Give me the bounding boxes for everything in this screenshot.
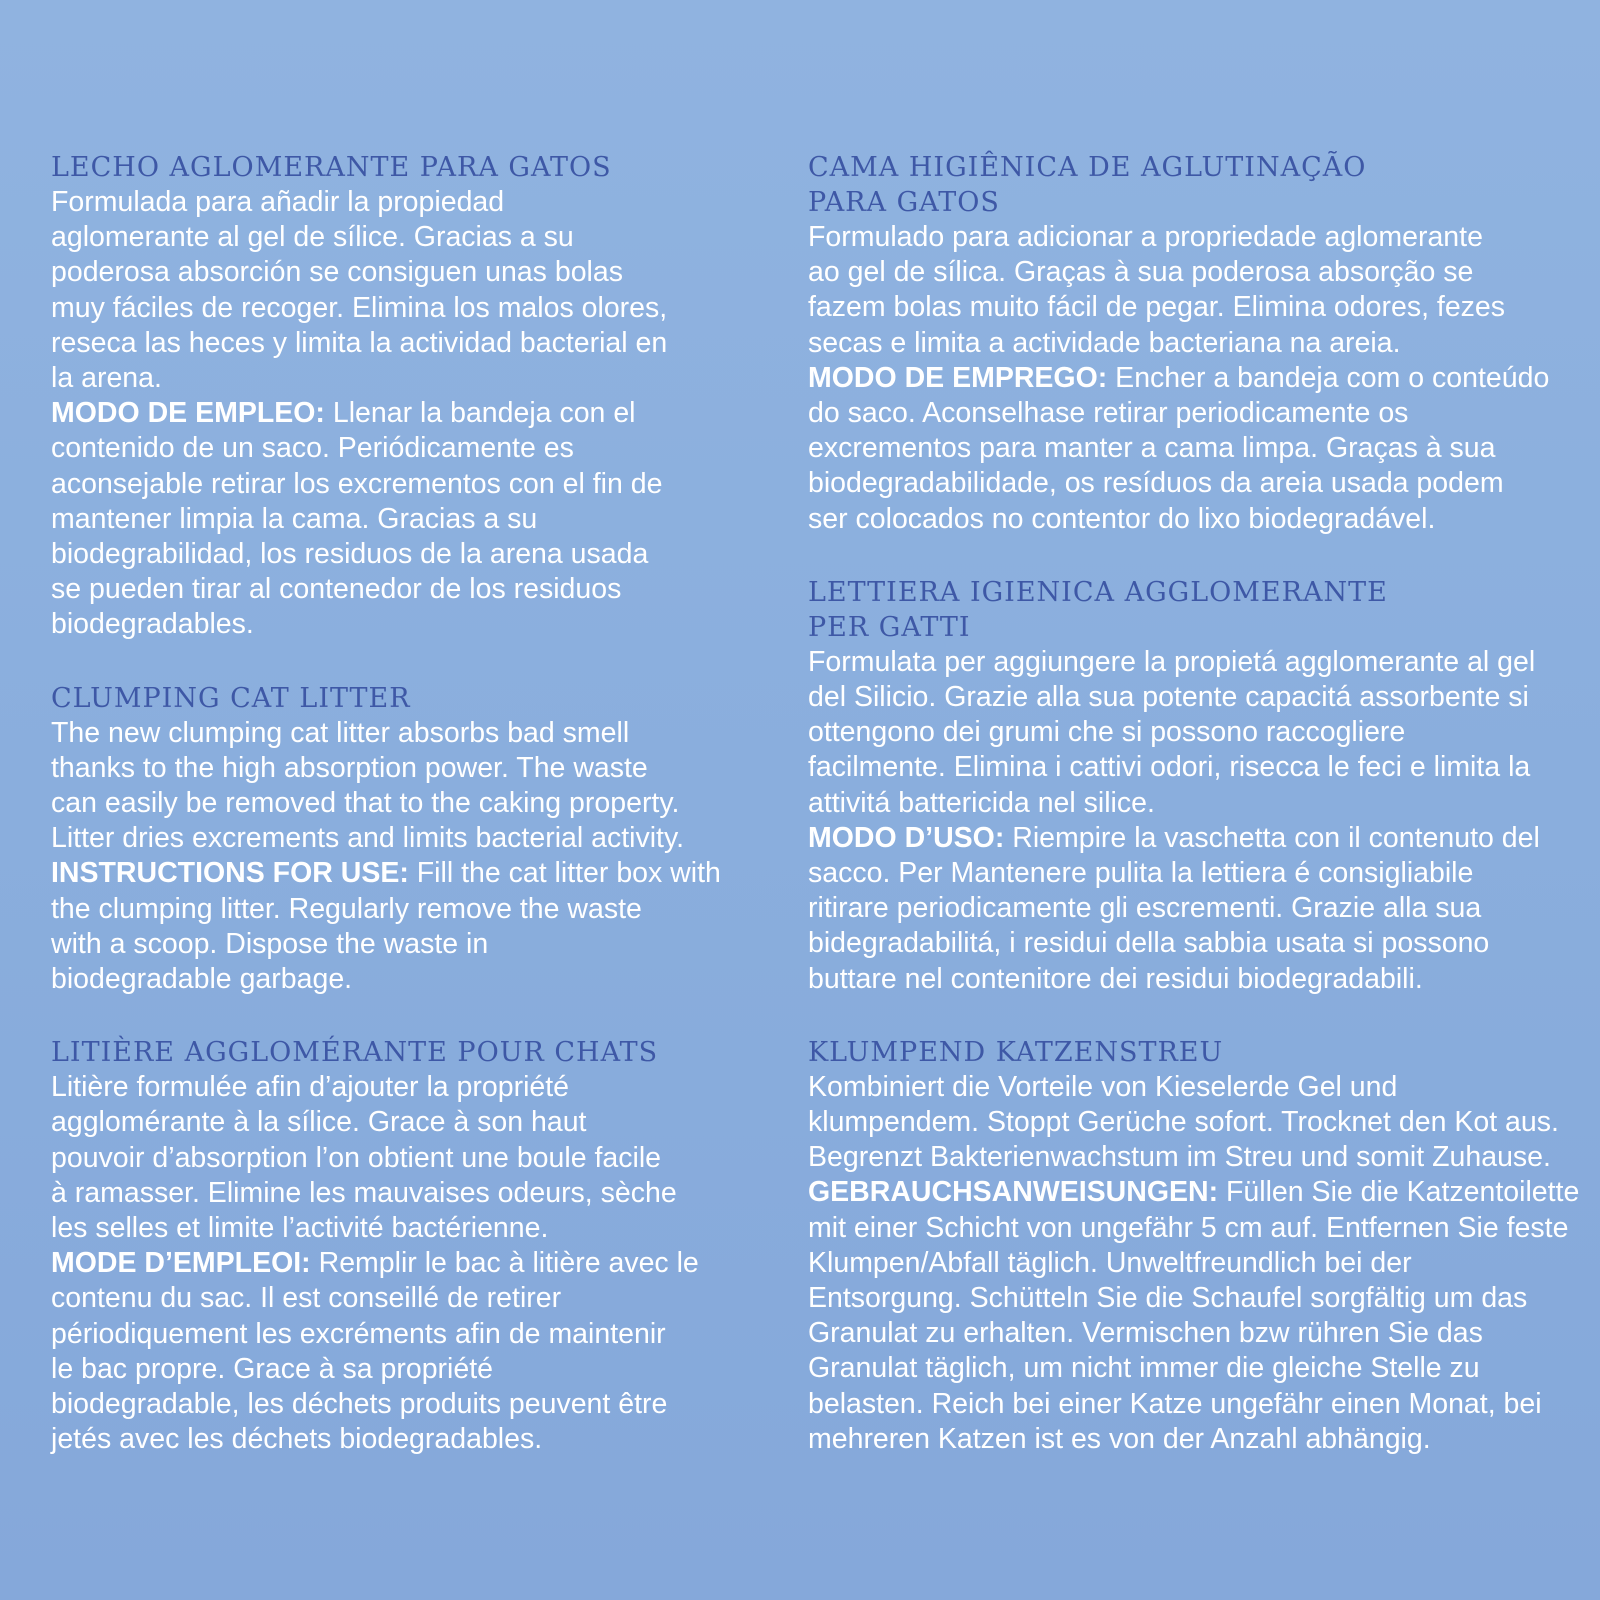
right-column	[808, 150, 1580, 1457]
instructions-line: biodegradables.	[51, 608, 254, 641]
description-line: fazem bolas muito fácil de pegar. Elimina odores, fezes	[808, 291, 1506, 324]
instructions-first-line	[51, 396, 751, 431]
instructions-line: excrementos para manter a cama limpa. Graças à sua	[808, 432, 1496, 465]
instructions-text: Llenar la bandeja con el	[324, 397, 636, 430]
section-german	[808, 1035, 1580, 1457]
description-line: del Silicio. Grazie alla sua potente capacitá assorbente si	[808, 681, 1529, 714]
description-line: Formulada para añadir la propiedad	[51, 186, 505, 218]
instructions-line: Klumpen/Abfall täglich. Unweltfreundlich bei der	[808, 1246, 1412, 1279]
instructions-text: Fill the cat litter box with	[408, 857, 721, 890]
section-title	[51, 681, 751, 716]
instructions-line: biodegradabilidade, os resíduos da areia usada podem	[808, 467, 1504, 500]
section-title-line: LETTIERA IGIENICA AGGLOMERANTE	[808, 576, 1388, 608]
instructions-label: MODO D’USO:	[808, 821, 1005, 854]
instructions-first-line	[51, 856, 751, 891]
instructions-label: MODO DE EMPREGO:	[808, 361, 1108, 394]
description-line: attivitá battericida nel silice.	[808, 786, 1155, 819]
section-body	[808, 220, 1568, 537]
description-line: à ramasser. Elimine les mauvaises odeurs, sèche	[51, 1176, 677, 1209]
description-line: klumpendem. Stoppt Gerüche sofort. Trocknet den Kot aus.	[808, 1106, 1559, 1139]
section-french	[51, 1035, 751, 1457]
description-line: Begrenzt Bakterienwachstum im Streu und somit Zuhause.	[808, 1141, 1551, 1174]
instructions-line: biodegradable, les déchets produits peuvent être	[51, 1388, 668, 1421]
section-title-line: CLUMPING CAT LITTER	[51, 682, 411, 714]
description-line: ao gel de sílica. Graças à sua poderosa absorção se	[808, 256, 1474, 289]
instructions-line: périodiquement les excréments afin de maintenir	[51, 1317, 666, 1350]
instructions-line: Granulat täglich, um nicht immer die gleiche Stelle zu	[808, 1352, 1480, 1385]
section-body	[51, 185, 751, 643]
left-column	[51, 150, 751, 1458]
section-title-line: CAMA HIGIÊNICA DE AGLUTINAÇÃO	[808, 152, 1367, 183]
section-body	[51, 716, 751, 998]
instructions-text: Riempire la vaschetta con il contenuto del	[1004, 821, 1540, 854]
section-title	[51, 1035, 751, 1070]
description-line: poderosa absorción se consiguen unas bolas	[51, 256, 623, 289]
description-line: facilmente. Elimina i cattivi odori, risecca le feci e limita la	[808, 751, 1531, 784]
description-line: ottengono dei grumi che si possono raccogliere	[808, 716, 1406, 749]
instructions-line: do saco. Aconselhase retirar periodicamente os	[808, 397, 1409, 430]
description-line: secas e limita a actividade bacteriana na areia.	[808, 326, 1401, 359]
instructions-line: jetés avec les déchets biodegradables.	[51, 1423, 543, 1456]
description-line: les selles et limite l’activité bactérienne.	[51, 1212, 549, 1245]
description-line: Kombiniert die Vorteile von Kieselerde Gel und	[808, 1070, 1398, 1103]
description-line: aglomerante al gel de sílice. Gracias a su	[51, 221, 574, 254]
description-line: agglomérante à la sílice. Grace à son haut	[51, 1106, 587, 1139]
instructions-label: INSTRUCTIONS FOR USE:	[51, 857, 409, 890]
description-line: can easily be removed that to the caking property.	[51, 787, 680, 820]
section-title-line: LITIÈRE AGGLOMÉRANTE POUR CHATS	[51, 1037, 659, 1069]
description-line: Litter dries excrements and limits bacterial activity.	[51, 822, 685, 855]
instructions-line: biodegrabilidad, los residuos de la arena usada	[51, 538, 649, 571]
description-line: The new clumping cat litter absorbs bad smell	[51, 716, 630, 749]
section-title-line: PARA GATOS	[808, 187, 1000, 218]
instructions-line: Granulat zu erhalten. Vermischen bzw rühren Sie das	[808, 1317, 1483, 1350]
instructions-line: mit einer Schicht von ungefähr 5 cm auf. Entfernen Sie feste	[808, 1211, 1569, 1244]
section-body	[808, 645, 1568, 997]
instructions-label: MODE D’EMPLEOI:	[51, 1247, 311, 1280]
description-line: thanks to the high absorption power. The waste	[51, 751, 648, 784]
instructions-line: belasten. Reich bei einer Katze ungefähr einen Monat, bei	[808, 1387, 1542, 1420]
section-title-line: KLUMPEND KATZENSTREU	[808, 1036, 1224, 1068]
instructions-line: se pueden tirar al contenedor de los residuos	[51, 573, 622, 606]
description-line: Formulado para adicionar a propriedade aglomerante	[808, 221, 1483, 253]
instructions-line: Entsorgung. Schütteln Sie die Schaufel sorgfältig um das	[808, 1282, 1528, 1315]
section-title	[51, 150, 751, 185]
instructions-label: MODO DE EMPLEO:	[51, 397, 325, 430]
section-italian	[808, 575, 1568, 997]
instructions-text: Füllen Sie die Katzentoilette	[1218, 1176, 1580, 1209]
instructions-line: ritirare periodicamente gli escrementi. Grazie alla sua	[808, 892, 1482, 925]
section-portuguese	[808, 150, 1568, 537]
section-english	[51, 681, 751, 998]
instructions-line: mantener limpia la cama. Gracias a su	[51, 502, 538, 535]
instructions-line: ser colocados no contentor do lixo biodegradável.	[808, 502, 1436, 535]
instructions-text: Remplir le bac à litière avec le	[310, 1247, 699, 1280]
description-line: la arena.	[51, 362, 162, 395]
section-title	[808, 1035, 1568, 1070]
section-spanish	[51, 150, 751, 643]
description-line: reseca las heces y limita la actividad bacterial en	[51, 326, 668, 359]
instructions-line: le bac propre. Grace à sa propriété	[51, 1352, 493, 1385]
section-title	[808, 575, 1568, 645]
instructions-label: GEBRAUCHSANWEISUNGEN:	[808, 1176, 1219, 1209]
instructions-line: buttare nel contenitore dei residui biodegradabili.	[808, 962, 1423, 995]
instructions-line: contenido de un saco. Periódicamente es	[51, 432, 574, 465]
description-line: muy fáciles de recoger. Elimina los malos olores,	[51, 291, 668, 324]
instructions-line: biodegradable garbage.	[51, 963, 353, 996]
instructions-line: the clumping litter. Regularly remove the waste	[51, 892, 642, 925]
description-line: pouvoir d’absorption l’on obtient une boule facile	[51, 1141, 662, 1174]
instructions-first-line	[51, 1246, 751, 1281]
instructions-first-line	[808, 821, 1568, 856]
section-title-line: PER GATTI	[808, 611, 971, 643]
instructions-line: sacco. Per Mantenere pulita la lettiera é consigliabile	[808, 857, 1474, 890]
instructions-first-line	[808, 1175, 1580, 1210]
instructions-line: mehreren Katzen ist es von der Anzahl abhängig.	[808, 1422, 1431, 1455]
section-title	[808, 150, 1568, 220]
section-body	[808, 1070, 1580, 1457]
instructions-first-line	[808, 361, 1568, 396]
description-line: Formulata per aggiungere la propietá agglomerante al gel	[808, 645, 1536, 678]
instructions-text: Encher a bandeja com o conteúdo	[1107, 361, 1550, 394]
section-body	[51, 1070, 751, 1457]
description-line: Litière formulée afin d’ajouter la propriété	[51, 1071, 570, 1104]
instructions-line: bidegradabilitá, i residui della sabbia usata si possono	[808, 927, 1490, 960]
instructions-line: contenu du sac. Il est conseillé de retirer	[51, 1282, 562, 1315]
instructions-line: with a scoop. Dispose the waste in	[51, 927, 489, 960]
instructions-line: aconsejable retirar los excrementos con el fin de	[51, 467, 663, 500]
section-title-line: LECHO AGLOMERANTE PARA GATOS	[51, 152, 612, 183]
